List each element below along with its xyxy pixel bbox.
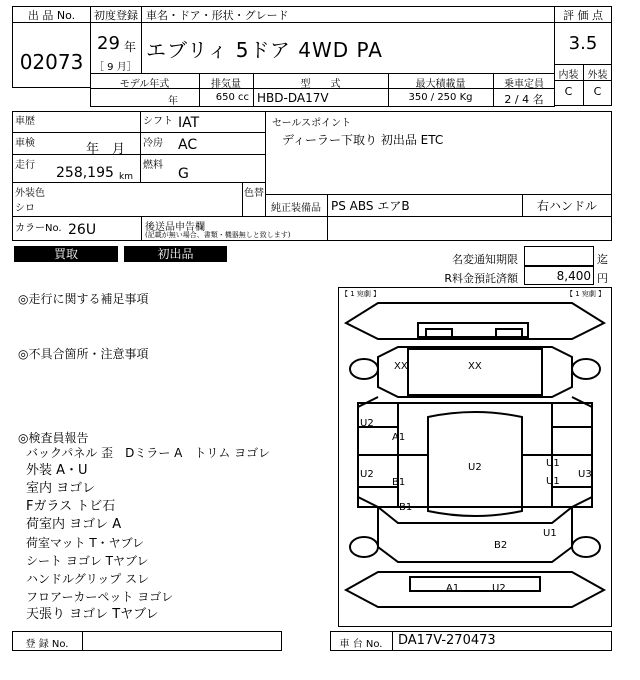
interior-label: 内装 [558, 70, 579, 81]
diagram-corner-left: 【 1 宛劇 】 [341, 290, 381, 298]
inspection-label: 車検 [15, 138, 35, 149]
load-label: 最大積載量 [415, 79, 466, 90]
divider [392, 631, 393, 651]
capacity-label: 乗車定員 [504, 79, 544, 90]
handle-value: 右ハンドル [536, 199, 597, 213]
damage-mark: B2 [494, 540, 508, 551]
score-label: 評 価 点 [563, 9, 603, 22]
damage-mark: A1 [446, 583, 460, 594]
damage-mark: U1 [546, 458, 560, 469]
tag-first-listing: 初出品 [124, 246, 227, 262]
name-change-field [524, 246, 594, 266]
divider [12, 132, 266, 133]
wheel-front-right [572, 359, 600, 379]
divider [12, 154, 266, 155]
mileage-value: 258,195 [56, 165, 114, 181]
document-note: (記載が無い場合、書類・機器無しと致します) [145, 231, 291, 239]
year-unit: 年 [124, 40, 137, 54]
chassis-no-value: DA17V-270473 [398, 633, 496, 648]
color-no-label: カラーNo. [15, 223, 62, 234]
ac-value: AC [178, 137, 198, 153]
damage-mark: A1 [392, 432, 406, 443]
damage-mark: U2 [492, 583, 506, 594]
fuel-value: G [178, 166, 189, 182]
divider [327, 194, 328, 217]
interior-grade: C [564, 85, 573, 98]
displacement-label: 排気量 [211, 79, 241, 90]
sales-point-text: ディーラー下取り 初出品 ETC [282, 133, 444, 147]
inspector-heading: ◎検査員報告 [18, 431, 89, 445]
inspector-item: 天張り ヨゴレ Tヤブレ [26, 607, 159, 622]
registration-no-label: 登 録 No. [25, 639, 69, 650]
mileage-label: 走行 [15, 160, 35, 171]
recycle-unit: 円 [597, 272, 608, 285]
rear-panel [410, 577, 540, 591]
name-change-label: 名変通知期限 [452, 253, 518, 266]
driving-notes-heading: ◎走行に関する補足事項 [18, 292, 149, 306]
damage-mark: U1 [543, 528, 557, 539]
damage-mark: U2 [360, 418, 374, 429]
car-outline [338, 287, 612, 627]
recycle-value: 8,400 [556, 269, 591, 283]
score-value: 3.5 [568, 33, 598, 54]
shift-label: シフト [143, 116, 173, 127]
damage-mark: U3 [578, 469, 592, 480]
inspector-item: ハンドルグリップ スレ [26, 572, 150, 586]
car-name-label: 車名・ドア・形状・グレード [146, 9, 289, 22]
equipment-value: PS ABS エアB [331, 199, 410, 213]
inspector-item: 室内 ヨゴレ [26, 481, 96, 496]
wheel-rear-right [572, 537, 600, 557]
equipment-label: 純正装備品 [271, 203, 321, 214]
load-value: 350 / 250 Kg [408, 92, 473, 103]
damage-mark: B1 [392, 477, 406, 488]
ext-color-box [12, 182, 266, 217]
right-side [572, 397, 592, 507]
divider [327, 216, 328, 241]
wheel-front-left [350, 359, 378, 379]
sales-point-label: セールスポイント [272, 118, 352, 129]
divider [82, 631, 83, 651]
chassis-no-label: 車 台 No. [339, 639, 383, 650]
registration-month: ［ 9 月］ [94, 62, 137, 73]
rear-lower [378, 547, 572, 562]
model-year-unit: 年 [168, 96, 178, 107]
mileage-unit: km [119, 172, 133, 182]
recycle-label: R料金預託済額 [444, 272, 518, 285]
tag-purchase: 買取 [14, 246, 118, 262]
diagram-corner-right: 【 1 宛劇 】 [566, 290, 606, 298]
damage-mark: B1 [399, 502, 413, 513]
inspector-item: 荷室内 ヨゴレ A [26, 517, 122, 532]
inspector-item: バックパネル 歪 Dミラー A トリム ヨゴレ [26, 446, 271, 460]
windshield [408, 349, 542, 395]
repaint-label: 色替 [244, 188, 264, 199]
displacement-value: 650 cc [215, 92, 249, 103]
inspector-item: 荷室マット T・ヤブレ [26, 536, 145, 550]
damage-mark: U2 [468, 462, 482, 473]
damage-mark: XX [468, 361, 482, 372]
exterior-label: 外装 [587, 70, 608, 81]
inspector-item: Fガラス トビ石 [26, 499, 116, 514]
lot-number: 02073 [19, 50, 84, 74]
damage-mark: U1 [546, 476, 560, 487]
inspector-item: 外装 A・U [26, 463, 88, 478]
registration-label: 初度登録 [94, 9, 138, 22]
ext-color-label: 外装色 [15, 188, 45, 199]
ac-label: 冷房 [143, 138, 163, 149]
model-year-label: モデル年式 [119, 79, 170, 90]
type-value: HBD-DA17V [257, 91, 329, 105]
lot-label: 出 品 No. [27, 9, 76, 22]
type-label: 型 式 [300, 79, 341, 90]
fuel-label: 燃料 [143, 160, 163, 171]
inspector-item: シート ヨゴレ Tヤブレ [26, 554, 149, 568]
damage-mark: XX [394, 361, 408, 372]
inspector-item: フロアーカーペット ヨゴレ [26, 590, 174, 604]
damage-mark: U2 [360, 469, 374, 480]
car-name: エブリィ 5ドア 4WD PA [146, 38, 383, 62]
capacity-value: 2 / 4 名 [504, 93, 544, 106]
inspection-value: 年 月 [86, 142, 126, 157]
defects-heading: ◎不具合箇所・注意事項 [18, 347, 149, 361]
wheel-rear-left [350, 537, 378, 557]
name-change-unit: 迄 [597, 253, 608, 266]
shift-value: IAT [178, 115, 200, 131]
ext-color-value: シロ [15, 203, 35, 214]
document-label: 後送品申告欄 [145, 222, 205, 233]
exterior-grade: C [593, 85, 602, 98]
left-side [358, 397, 378, 507]
details-left [12, 111, 266, 183]
history-label: 車歴 [15, 116, 35, 127]
roof-outline [346, 303, 604, 339]
divider [242, 182, 243, 217]
divider [140, 111, 141, 183]
registration-year: 29 [97, 33, 120, 54]
color-no-value: 26U [68, 222, 97, 238]
